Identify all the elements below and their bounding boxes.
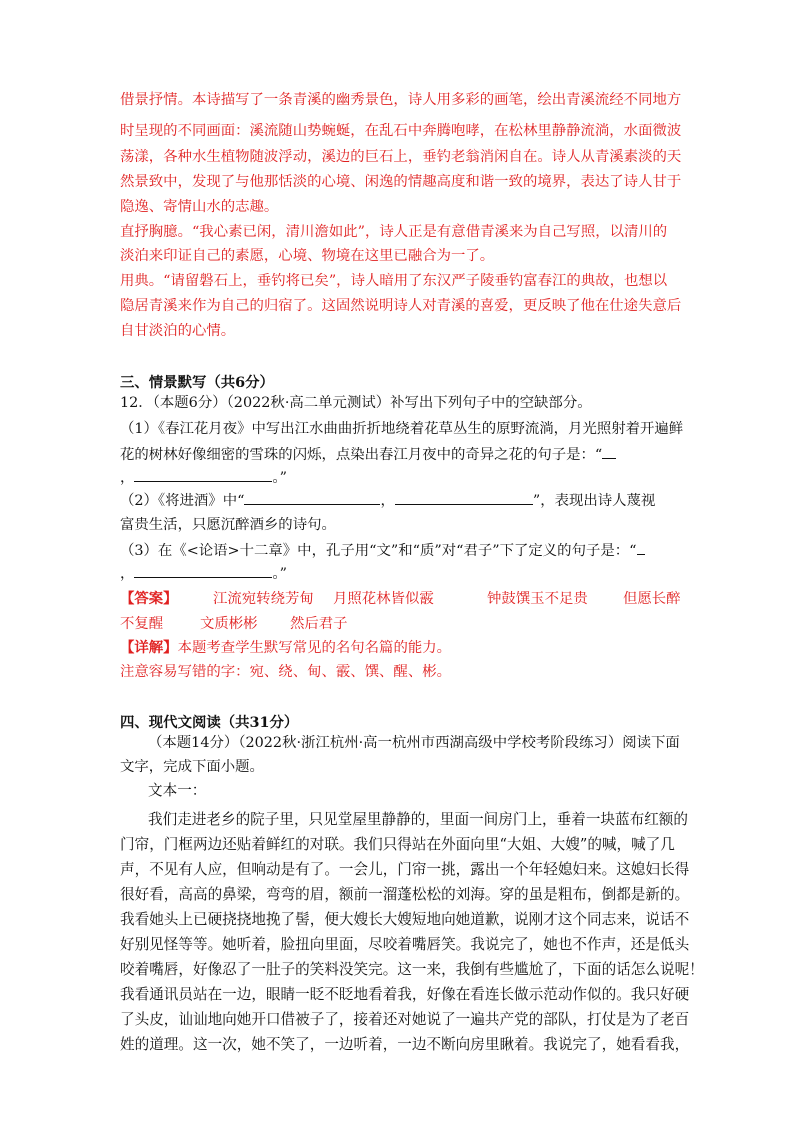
question-text: 富贵生活，只愿沉醉酒乡的诗句。 xyxy=(120,517,336,533)
answer-item: 江流宛转绕芳甸 xyxy=(213,591,314,607)
section-heading: 四、现代文阅读（共31分） xyxy=(120,714,299,731)
analysis-line: 借景抒情。本诗描写了一条青溪的幽秀景色，诗人用多彩的画笔，绘出青溪流经不同地方 xyxy=(120,92,682,108)
passage-line: 好别见怪等等。她听着，脸扭向里面，尽咬着嘴唇笑。我说完了，她也不作声，还是低头 xyxy=(120,936,690,953)
question-text-span: ”，表现出诗人蔑视 xyxy=(532,493,656,509)
question-text: （1）《春江花月夜》中写出江水曲曲折折地绕着花草丛生的原野流淌，月光照射着开遍鲜 xyxy=(120,421,684,437)
passage-line: 我看通讯员站在一边，眼睛一眨不眨地看着我，好像在看连长做示范动作似的。我只好硬 xyxy=(120,986,690,1003)
answer-item: 然后君子 xyxy=(290,616,348,632)
analysis-line: 然景致中，发现了与他那恬淡的心境、闲逸的情趣高度和谐一致的境界，表达了诗人甘于 xyxy=(120,174,682,190)
question-text xyxy=(120,540,690,561)
answer-blank[interactable] xyxy=(134,467,272,482)
question-text-span: （2）《将进酒》中“ xyxy=(120,493,245,509)
analysis-line: 隐逸、寄情山水的志趣。 xyxy=(120,199,279,215)
question-text xyxy=(120,444,690,465)
question-text-span: （3）在《<论语>十二章》中，孔子用“文”和“质”对“君子”下了定义的句子是：“ xyxy=(120,543,637,559)
closing-quote: 。” xyxy=(272,470,287,486)
passage-line: 声，不见有人应，但响动是有了。一会儿，门帘一挑，露出一个年轻媳妇来。这媳妇长得 xyxy=(120,861,690,878)
answer-item: 钟鼓馔玉不足贵 xyxy=(487,591,588,607)
question-intro: 12．（本题6分）（2022秋·高二单元测试）补写出下列句子中的空缺部分。 xyxy=(120,395,592,411)
analysis-line: 用典。“请留磐石上，垂钓将已矣”，诗人暗用了东汉严子陵垂钓富春江的典故，也想以 xyxy=(120,273,668,289)
note-line: 注意容易写错的字：宛、绕、甸、霰、馔、醒、彬。 xyxy=(120,664,451,680)
closing-quote: 。” xyxy=(272,566,287,582)
analysis-line: 荡漾，各种水生植物随波浮动，溪边的巨石上，垂钓老翁消闲自在。诗人从青溪素淡的天 xyxy=(120,149,682,165)
comma: ， xyxy=(120,470,135,486)
passage-line: 门帘，门框两边还贴着鲜红的对联。我们只得站在外面向里“大姐、大嫂”的喊，喊了几 xyxy=(120,836,675,853)
answer-blank[interactable] xyxy=(637,540,645,555)
question-text xyxy=(120,563,690,584)
answer-blank[interactable] xyxy=(134,563,272,578)
answer-item: 月照花林皆似霰 xyxy=(333,591,434,607)
analysis-line: 隐居青溪来作为自己的归宿了。这固然说明诗人对青溪的喜爱，更反映了他在仕途失意后 xyxy=(120,298,682,314)
analysis-line: 时呈现的不同画面：溪流随山势蜿蜒，在乱石中奔腾咆哮，在松林里静静流淌，水面微波 xyxy=(120,123,682,139)
analysis-line: 淡泊来印证自己的素愿，心境、物境在这里已融合为一了。 xyxy=(120,248,495,264)
answer-blank[interactable] xyxy=(244,490,380,505)
passage-line: 我看她头上已硬挠挠地挽了髻，便大嫂长大嫂短地向她道歉，说刚才这个同志来，说话不 xyxy=(120,911,690,928)
answer-blank[interactable] xyxy=(602,444,616,459)
passage-line: 咬着嘴唇，好像忍了一肚子的笑料没笑完。这一来，我倒有些尴尬了，下面的话怎么说呢！ xyxy=(120,961,704,978)
comma: ， xyxy=(380,493,395,509)
passage-line: 我们走进老乡的院子里，只见堂屋里静静的，里面一间房门上，垂着一块蓝布红额的 xyxy=(148,811,688,828)
passage-line: 很好看，高高的鼻梁，弯弯的眉，额前一溜蓬松松的刘海。穿的虽是粗布，倒都是新的。 xyxy=(120,886,690,903)
answer-item: 文质彬彬 xyxy=(200,616,258,632)
answer-blank[interactable] xyxy=(395,490,533,505)
passage-line: 了头皮，讪讪地向她开口借被子了，接着还对她说了一遍共产党的部队，打仗是为了老百 xyxy=(120,1011,690,1028)
detail-line xyxy=(120,638,690,658)
answer-tag: 【答案】 xyxy=(120,590,178,607)
question-text-span: 花的树林好像细密的雪珠的闪烁，点染出春江月夜中的奇异之花的句子是：“ xyxy=(120,447,603,463)
passage-line: 姓的道理。这一次，她不笑了，一边听着，一边不断向房里瞅着。我说完了，她看看我， xyxy=(120,1036,690,1053)
answer-item: 不复醒 xyxy=(120,616,164,632)
analysis-line: 自甘淡泊的心情。 xyxy=(120,323,236,339)
detail-tag: 【详解】 xyxy=(120,639,178,656)
comma: ， xyxy=(120,566,135,582)
question-intro: （本题14分）（2022秋·浙江杭州·高一杭州市西湖高级中学校考阶段练习）阅读下面 xyxy=(148,735,680,751)
detail-text: 本题考查学生默写常见的名句名篇的能力。 xyxy=(177,640,452,656)
question-text xyxy=(120,467,690,488)
answer-item: 但愿长醉 xyxy=(623,591,681,607)
text-label: 文本一： xyxy=(148,782,207,799)
question-intro: 文字，完成下面小题。 xyxy=(120,759,264,775)
question-text xyxy=(120,490,690,511)
section-heading: 三、情景默写（共6分） xyxy=(120,374,274,391)
analysis-line: 直抒胸臆。“我心素已闲，清川澹如此”，诗人正是有意借青溪来为自己写照，以清川的 xyxy=(120,224,668,240)
